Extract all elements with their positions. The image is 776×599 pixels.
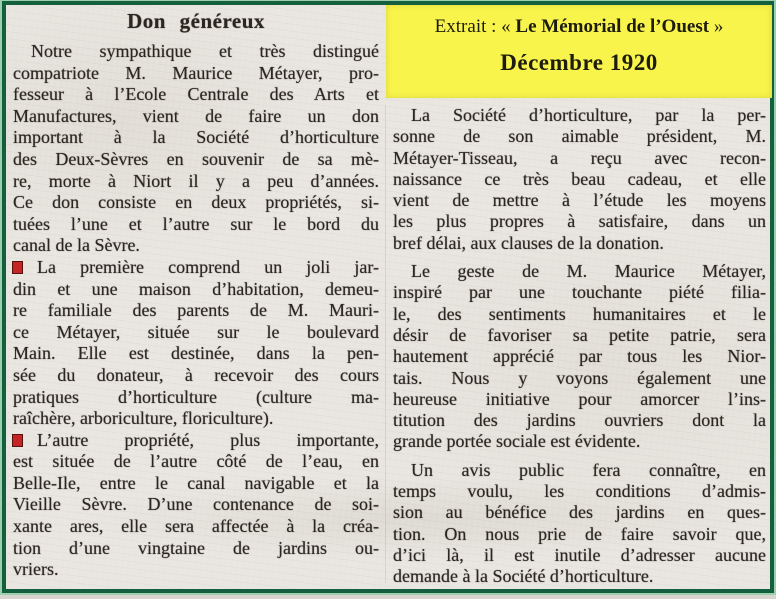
text-line: La première comprend un joli jar- xyxy=(37,256,379,277)
text-line: inspiré par une touchante piété filia- xyxy=(393,282,766,303)
paragraph xyxy=(393,261,766,453)
left-column xyxy=(13,8,379,581)
text-line: din et une maison d’habitation, demeu- xyxy=(13,278,379,299)
banner-prefix: Extrait : « xyxy=(434,16,516,37)
text-line: est située de l’autre côté de l’eau, en xyxy=(13,451,379,472)
text-line: Ce don consiste en deux propriétés, si- xyxy=(13,192,379,213)
text-line: sée du donateur, à recevoir des cours xyxy=(13,364,379,385)
text-line: sion au bénéfice des jardins en ques- xyxy=(393,502,766,523)
text-line: Main. Elle est destinée, dans la pen- xyxy=(13,343,379,364)
text-line: le, des sentiments humanitaires et le xyxy=(393,303,766,324)
text-line: tuées l’une et l’autre sur le bord du xyxy=(13,213,379,234)
text-line: La Société d’horticulture, par la per- xyxy=(411,105,766,125)
text-line: compatriote M. Maurice Métayer, pro- xyxy=(13,62,379,83)
text-line: tion. On nous prie de faire savoir que, xyxy=(393,523,766,544)
text-line: Vieille Sèvre. D’une contenance de soi- xyxy=(13,494,379,515)
banner-date: Décembre 1920 xyxy=(500,50,658,75)
newspaper-scan-page xyxy=(2,1,774,593)
text-line: sonne de son aimable président, M. xyxy=(393,126,766,147)
text-line: pratiques d’horticulture (culture ma- xyxy=(13,386,379,407)
text-line: temps voulu, les conditions d’admis- xyxy=(393,481,766,502)
banner-source-title: Le Mémorial de l’Ouest xyxy=(515,16,710,37)
column-divider-rule xyxy=(385,105,386,583)
text-line: Un avis public fera connaître, en xyxy=(411,459,766,480)
text-line: Manufactures, vient de faire un don xyxy=(13,105,379,126)
text-line: Métayer-Tisseau, a reçu avec recon- xyxy=(393,147,766,168)
text-line: d’ici là, il est inutile d’adresser aucune xyxy=(393,544,766,565)
text-line: des Deux-Sèvres en souvenir de sa mè- xyxy=(13,148,379,169)
red-square-bullet-icon xyxy=(12,261,23,274)
text-line: bref délai, aux clauses de la donation. xyxy=(393,232,664,253)
red-square-bullet-icon xyxy=(12,434,23,447)
banner-source-line xyxy=(386,15,772,39)
text-line: fesseur à l’Ecole Centrale des Arts et xyxy=(13,84,379,105)
text-line: titution des jardins ouvriers dont la xyxy=(393,410,766,431)
text-line: important à la Société d’horticulture xyxy=(13,127,379,148)
article-title: Don généreux xyxy=(127,9,265,33)
paragraph xyxy=(13,257,379,430)
text-line: vriers. xyxy=(13,559,59,580)
text-line: tion d’une vingtaine de jardins ou- xyxy=(13,537,379,558)
paragraph xyxy=(393,105,766,254)
text-line: Le geste de M. Maurice Métayer, xyxy=(411,261,766,282)
text-line: re familiale des parents de M. Mauri- xyxy=(13,300,379,321)
paragraph xyxy=(13,430,379,581)
text-line: désir de favoriser sa petite patrie, sera xyxy=(393,324,766,345)
paragraph xyxy=(393,460,766,588)
text-line: Belle-Ile, entre le canal navigable et la xyxy=(13,472,379,493)
text-line: tais. Nous y voyons également une xyxy=(393,367,766,388)
text-line: ce Métayer, située sur le boulevard xyxy=(13,321,379,342)
text-line: canal de la Sèvre. xyxy=(13,235,140,256)
text-line: raîchère, arboriculture, floriculture). xyxy=(13,408,274,429)
text-line: Notre sympathique et très distingué xyxy=(31,41,379,61)
text-line: xante ares, elle sera affectée à la créa- xyxy=(13,516,379,537)
text-line: grande portée sociale est évidente. xyxy=(393,431,641,452)
text-line: heureuse initiative pour amorcer l’ins- xyxy=(393,388,766,409)
text-line: vient de mettre à l’étude les moyens xyxy=(393,190,766,211)
text-line: naissance ce très beau cadeau, et elle xyxy=(393,168,766,189)
text-line: hautement apprécié par tous les Nior- xyxy=(393,346,766,367)
text-line: demande à la Société d’horticulture. xyxy=(393,566,654,587)
scan-inner-area xyxy=(6,5,770,589)
text-line: re, morte à Niort il y a peu d’années. xyxy=(13,170,379,191)
text-line: L’autre propriété, plus importante, xyxy=(37,429,379,450)
paragraph xyxy=(13,41,379,257)
right-column xyxy=(393,105,766,595)
banner-suffix: » xyxy=(709,16,724,37)
source-banner xyxy=(386,5,772,98)
text-line: les plus propres à satisfaire, dans un xyxy=(393,211,766,232)
